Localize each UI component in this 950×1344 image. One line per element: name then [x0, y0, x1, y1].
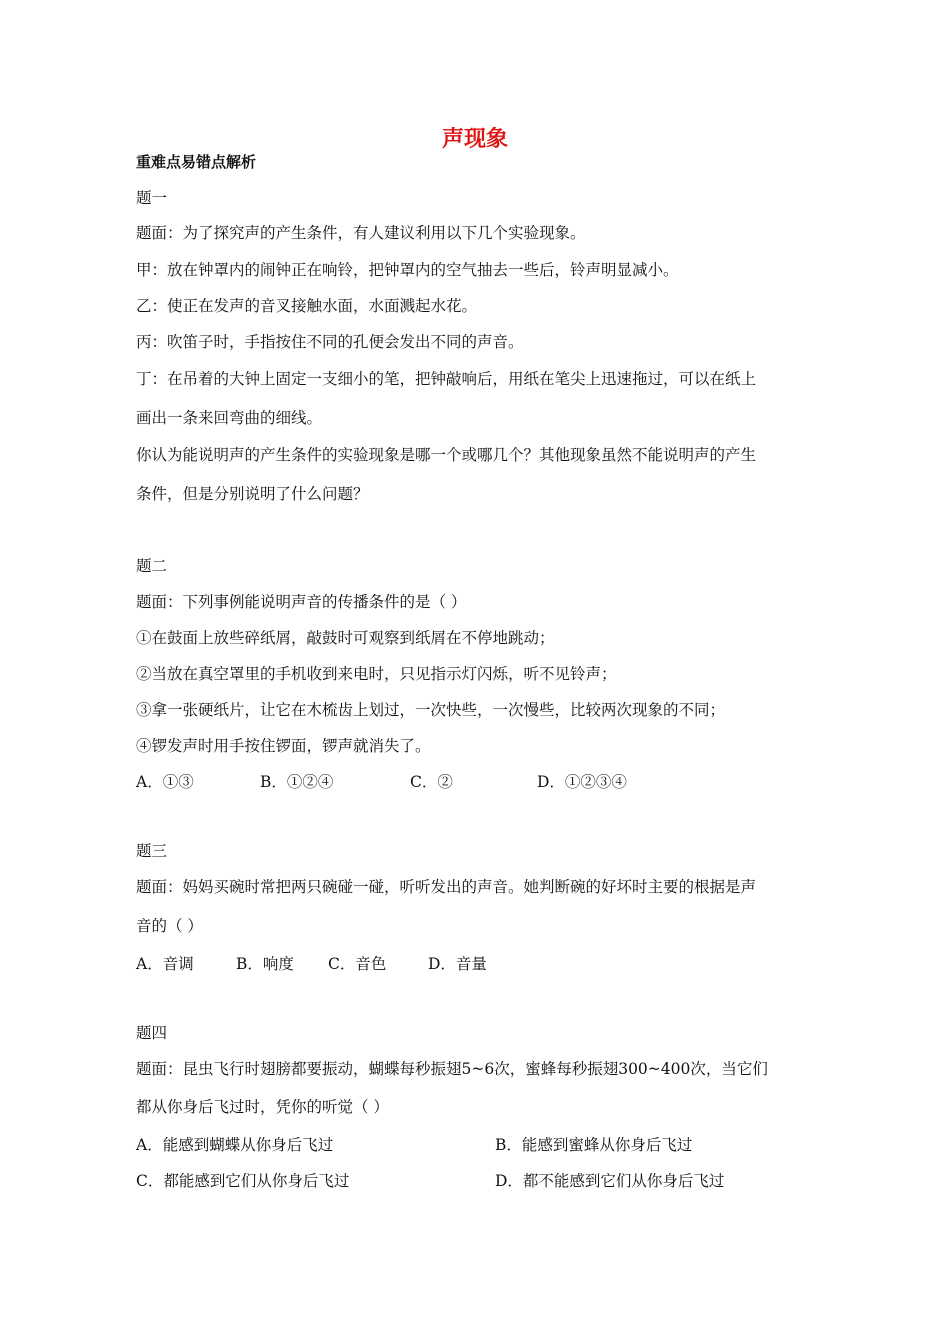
q1-item: 乙：使正在发声的音叉接触水面，水面溅起水花。: [136, 297, 478, 315]
q2-item: ①在鼓面上放些碎纸屑，敲鼓时可观察到纸屑在不停地跳动；: [136, 629, 555, 647]
q3-option-c: C．音色: [328, 955, 387, 973]
q2-option-b: B．①②④: [260, 773, 334, 791]
q2-stem: 题面：下列事例能说明声音的传播条件的是（ ）: [136, 593, 467, 611]
q2-label: 题二: [136, 557, 168, 575]
q2-item: ④锣发声时用手按住锣面，锣声就消失了。: [136, 737, 431, 755]
q4-stem: 题面：昆虫飞行时翅膀都要振动，蝴蝶每秒振翅5~6次，蜜蜂每秒振翅300~400次，当它们: [136, 1060, 768, 1078]
q1-item: 丁：在吊着的大钟上固定一支细小的笔，把钟敲响后，用纸在笔尖上迅速拖过，可以在纸上: [136, 370, 757, 388]
q1-item: 画出一条来回弯曲的细线。: [136, 409, 323, 427]
q4-stem-cont: 都从你身后飞过时，凭你的听觉（ ）: [136, 1098, 389, 1116]
section-heading: 重难点易错点解析: [136, 153, 257, 171]
q2-item: ②当放在真空罩里的手机收到来电时，只见指示灯闪烁，听不见铃声；: [136, 665, 617, 683]
q4-label: 题四: [136, 1024, 168, 1042]
q3-stem: 题面：妈妈买碗时常把两只碗碰一碰，听听发出的声音。她判断碗的好坏时主要的根据是声: [136, 878, 757, 896]
q2-option-c: C．②: [410, 773, 453, 791]
q1-item: 丙：吹笛子时，手指按住不同的孔便会发出不同的声音。: [136, 333, 524, 351]
q1-stem: 题面：为了探究声的产生条件，有人建议利用以下几个实验现象。: [136, 224, 586, 242]
q4-option-c: C．都能感到它们从你身后飞过: [136, 1172, 350, 1190]
q1-item: 甲：放在钟罩内的闹钟正在响铃，把钟罩内的空气抽去一些后，铃声明显减小。: [136, 261, 679, 279]
q3-option-a: A．音调: [136, 955, 194, 973]
q3-option-d: D．音量: [428, 955, 487, 973]
q3-label: 题三: [136, 842, 168, 860]
q4-option-d: D．都不能感到它们从你身后飞过: [495, 1172, 725, 1190]
page-title: 声现象: [441, 127, 508, 152]
q1-label: 题一: [136, 189, 168, 207]
q2-option-d: D．①②③④: [537, 773, 627, 791]
q2-item: ③拿一张硬纸片，让它在木梳齿上划过，一次快些，一次慢些，比较两次现象的不同；: [136, 701, 726, 719]
q4-option-b: B．能感到蜜蜂从你身后飞过: [495, 1136, 693, 1154]
q4-option-a: A．能感到蝴蝶从你身后飞过: [136, 1136, 334, 1154]
q3-option-b: B．响度: [236, 955, 294, 973]
q2-option-a: A．①③: [136, 773, 194, 791]
q1-question-cont: 条件，但是分别说明了什么问题？: [136, 485, 369, 503]
q1-question: 你认为能说明声的产生条件的实验现象是哪一个或哪几个？其他现象虽然不能说明声的产生: [136, 446, 757, 464]
q3-stem-cont: 音的（ ）: [136, 917, 203, 935]
